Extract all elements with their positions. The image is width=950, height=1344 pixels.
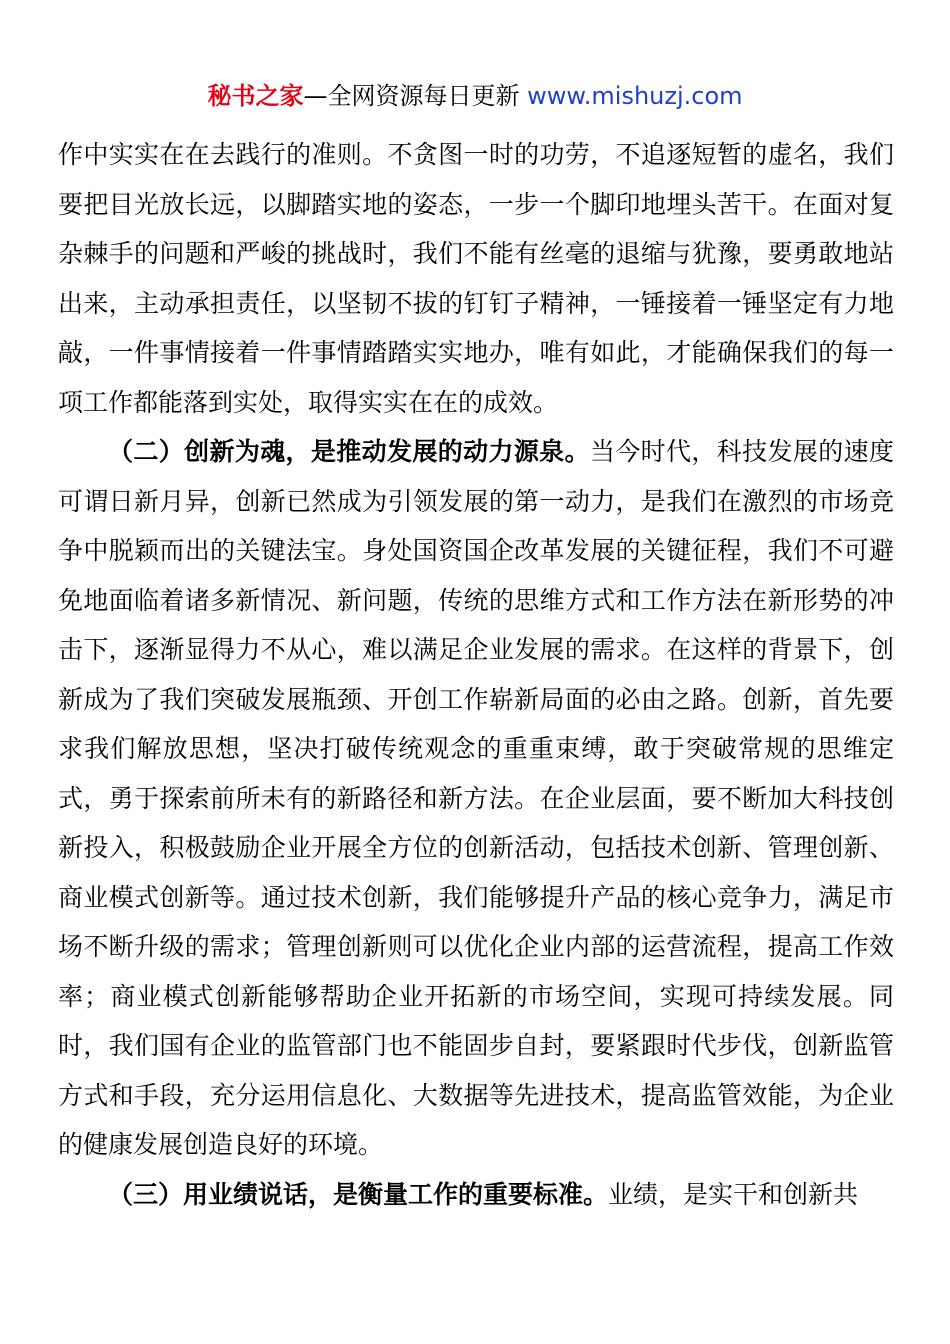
paragraph-text: 作中实实在在去践行的准则。不贪图一时的功劳，不追逐短暂的虚名，我们要把目光放长远，以脚踏实地的姿态，一步一个脚印地埋头苦干。在面对复杂棘手的问题和严峻的挑战时，我们不能有丝毫的退缩与犹豫，要勇敢地站出来，主动承担责任，以坚韧不拔的钉钉子精神，一锤接着一锤坚定有力地敲，一件事情接着一件事情踏踏实实地办，唯有如此，才能确保我们的每一项工作都能落到实处，取得实实在在的成效。 bbox=[58, 140, 894, 417]
site-brand: 秘书之家 bbox=[207, 82, 304, 110]
site-url: www.mishuzj.com bbox=[527, 82, 743, 110]
site-header bbox=[0, 80, 950, 112]
paragraph-1 bbox=[58, 130, 894, 427]
site-tagline: —全网资源每日更新 bbox=[303, 82, 528, 110]
paragraph-2 bbox=[58, 427, 894, 1170]
section-heading: （三）用业绩说话，是衡量工作的重要标准。 bbox=[108, 1179, 609, 1209]
document-body bbox=[58, 130, 894, 1219]
section-heading: （二）创新为魂，是推动发展的动力源泉。 bbox=[108, 437, 590, 466]
paragraph-text: 业绩，是实干和创新共 bbox=[608, 1179, 859, 1209]
paragraph-text: 当今时代，科技发展的速度可谓日新月异，创新已然成为引领发展的第一动力，是我们在激烈的市场竞争中脱颖而出的关键法宝。身处国资国企改革发展的关键征程，我们不可避免地面临着诸多新情况、新问题，传统的思维方式和工作方法在新形势的冲击下，逐渐显得力不从心，难以满足企业发展的需求。在这样的背景下，创新成为了我们突破发展瓶颈、开创工作崭新局面的必由之路。创新，首先要求我们解放思想，坚决打破传统观念的重重束缚，敢于突破常规的思维定式，勇于探索前所未有的新路径和新方法。在企业层面，要不断加大科技创新投入，积极鼓励企业开展全方位的创新活动，包括技术创新、管理创新、商业模式创新等。通过技术创新，我们能够提升产品的核心竞争力，满足市场不断升级的需求；管理创新则可以优化企业内部的运营流程，提高工作效率；商业模式创新能够帮助企业开拓新的市场空间，实现可持续发展。同时，我们国有企业的监管部门也不能固步自封，要紧跟时代步伐，创新监管方式和手段，充分运用信息化、大数据等先进技术，提高监管效能，为企业的健康发展创造良好的环境。 bbox=[58, 437, 894, 1159]
paragraph-3 bbox=[58, 1170, 894, 1220]
